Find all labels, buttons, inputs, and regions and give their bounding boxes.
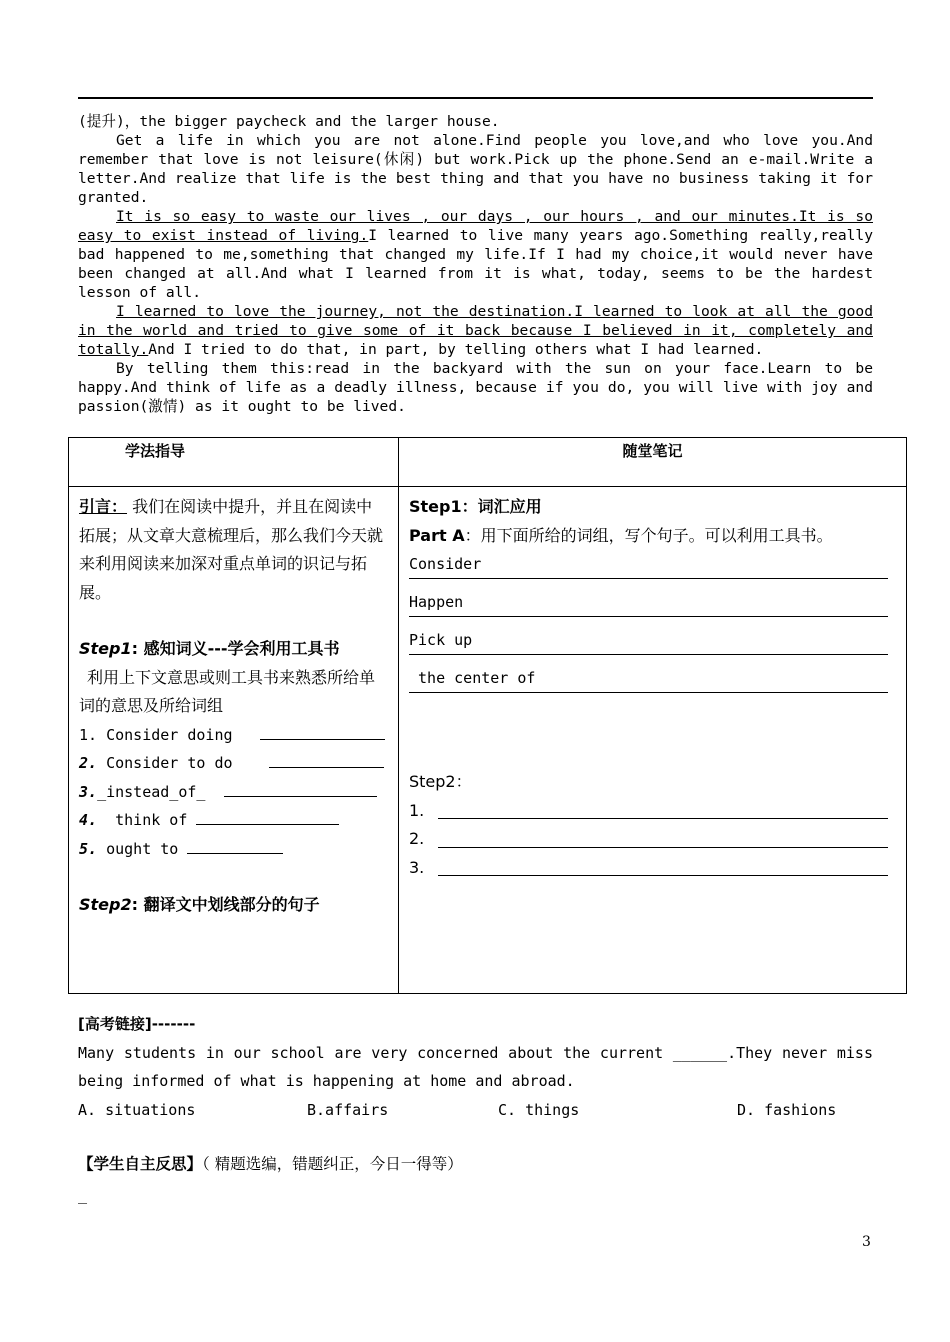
- passage-paragraph-2-rest: I learned to live many years ago.Something really,really bad happened to me,something that changed my life.If I had my choice,it would never have been changed at all.And what I learned from it is what, today, seems to be the hardest lesson of all.: [78, 227, 873, 301]
- notes-step1: Step1：词汇应用: [409, 497, 542, 516]
- intro-block: [79, 493, 388, 607]
- gaokao-title: [高考链接]-------: [78, 1015, 196, 1033]
- translation-line-1[interactable]: 1.: [409, 797, 888, 826]
- translation-line-3[interactable]: 3.: [409, 854, 888, 883]
- gaokao-options: [78, 1096, 873, 1125]
- step1-heading: [79, 635, 388, 664]
- translation-line-2[interactable]: 2.: [409, 825, 888, 854]
- part-a: [409, 522, 888, 551]
- intro-label: 引言：: [79, 497, 128, 516]
- step1-description: 利用上下文意思或则工具书来熟悉所给单词的意思及所给词组: [79, 667, 376, 715]
- answer-line: _: [78, 1186, 88, 1204]
- gaokao-question: Many students in our school are very concerned about the current ______.They never miss being informed of what is happening at home and abroad.: [78, 1043, 873, 1090]
- answer-blank[interactable]: [187, 835, 283, 854]
- part-a-label: Part A: [409, 525, 465, 545]
- word-consider[interactable]: Consider: [409, 550, 888, 579]
- step2-heading: [79, 891, 388, 920]
- reading-passage: [78, 112, 873, 416]
- passage-line-1: (提升)，the bigger paycheck and the larger house.: [78, 113, 500, 130]
- answer-blank[interactable]: [260, 721, 385, 740]
- answer-blank[interactable]: [224, 778, 377, 797]
- passage-paragraph-3: [78, 302, 873, 359]
- guidance-header: 学法指导: [69, 438, 399, 487]
- option-d[interactable]: D. fashions: [737, 1100, 837, 1119]
- passage-paragraph-2: [78, 207, 873, 302]
- answer-blank[interactable]: [269, 749, 384, 768]
- guidance-column: [69, 487, 399, 994]
- reflection-text: （ 精题选编，错题纠正，今日一得等）: [202, 1155, 463, 1173]
- underlined-sentence-1: It is so easy to waste our lives , our days , our hours , and our minutes.It is so easy to exist instead of living.: [78, 208, 873, 244]
- reflection-title: 【学生自主反思】: [78, 1155, 203, 1173]
- step2-title: : 翻译文中划线部分的句子: [131, 895, 320, 914]
- step2-label: Step2: [79, 895, 132, 914]
- step1-title: : 感知词义---学会利用工具书: [131, 639, 340, 658]
- self-reflection: [78, 1152, 463, 1174]
- notes-column: [399, 487, 907, 994]
- vocab-item-5: 5. ought to: [79, 835, 388, 864]
- notes-header: 随堂笔记: [399, 438, 907, 487]
- underlined-sentence-2: I learned to love the journey, not the destination.I learned to look at all the good in the world and tried to give some of it back because I believed in it, completely and totally.: [78, 303, 873, 358]
- vocab-item-4: 4. think of: [79, 806, 388, 835]
- answer-blank[interactable]: [196, 806, 339, 825]
- passage-paragraph-3-rest: And I tried to do that, in part, by telling others what I had learned.: [148, 341, 764, 358]
- step1-label: Step1: [79, 639, 132, 658]
- study-table: [68, 437, 907, 994]
- passage-paragraph-4: By telling them this:read in the backyard with the sun on your face.Learn to be happy.And think of life as a deadly illness, because if you do, you will live with joy and passion(激情) as it ought to be lived.: [78, 360, 873, 415]
- passage-paragraph-1: Get a life in which you are not alone.Find people you love,and who love you.And remember that love is not leisure(休闲) but work.Pick up the phone.Send an e-mail.Write a letter.And realize that life is the best thing and that you have no business taking it for granted.: [78, 132, 873, 206]
- part-a-text: ：用下面所给的词组，写个句子。可以利用工具书。: [464, 525, 833, 545]
- vocab-item-3: 3._instead_of_: [79, 778, 388, 807]
- option-c[interactable]: C. things: [498, 1100, 580, 1119]
- top-rule: [78, 97, 873, 99]
- notes-step2: Step2：: [409, 772, 472, 791]
- option-a[interactable]: A. situations: [78, 1100, 196, 1119]
- intro-text: 我们在阅读中提升，并且在阅读中拓展；从文章大意梳理后，那么我们今天就来利用阅读来加深对重点单词的识记与拓展。: [79, 497, 384, 602]
- vocab-item-2: 2. Consider to do: [79, 749, 388, 778]
- word-pick-up[interactable]: Pick up: [409, 626, 888, 655]
- vocab-item-1: 1. Consider doing: [79, 721, 388, 750]
- word-center-of[interactable]: the center of: [409, 664, 888, 693]
- option-b[interactable]: B.affairs: [307, 1100, 389, 1119]
- gaokao-link-section: [78, 1010, 873, 1124]
- word-happen[interactable]: Happen: [409, 588, 888, 617]
- page-number: 3: [862, 1234, 871, 1250]
